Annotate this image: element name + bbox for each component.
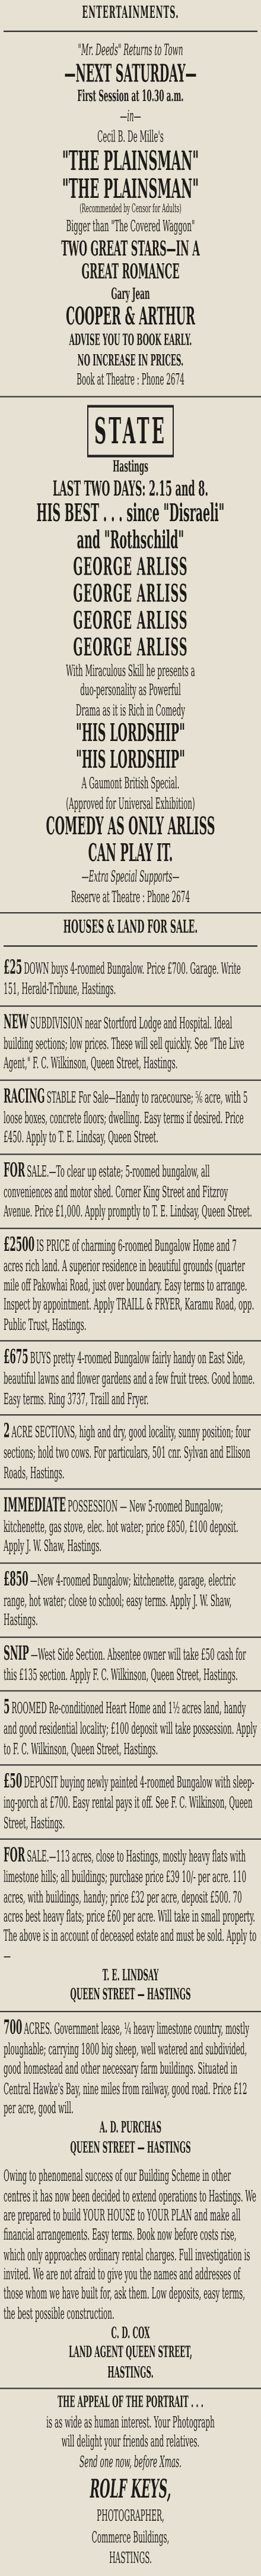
comedy-line-1: COMEDY AS ONLY ARLISS <box>46 812 215 841</box>
ad-text: —West Side Section. Absentee owner will take £50 cash for this £135 section. Apply F. C. Wilkinson, Queen Street, Hastings. <box>4 1645 246 1684</box>
no-increase-line: NO INCREASE IN PRICES. <box>77 351 184 369</box>
lindsay-name: T. E. LINDSAY <box>102 1966 159 1985</box>
ad-text: SUBDIVISION near Stortford Lodge and Hospital. Ideal building sections; low prices. These will sell quickly. See "The Live Agent," F. C. Wilkinson, Queen Street, Hastings. <box>4 1014 244 1073</box>
book-early-line: ADVISE YOU TO BOOK EARLY. <box>69 330 192 349</box>
classified-ads-list <box>0 952 261 2163</box>
gaumont-line: A Gaumont British Special. <box>81 774 180 793</box>
ad-lead: FOR <box>4 1843 26 1867</box>
ad-lead: 5 <box>4 1695 10 1719</box>
classified-ad <box>0 1766 261 1840</box>
ad-lead: £50 <box>4 1770 23 1793</box>
ad-lead: NEW <box>4 1010 28 1033</box>
ad-text: BUYS pretty 4-roomed Bungalow fairly handy on East Side, beautiful lawns and flower gardens and a few fruit trees. Good home. Easy terms. Ring 3737, Traill and Fryer. <box>4 1349 255 1408</box>
cox-building-ad <box>0 2163 261 2389</box>
approved-line: (Approved for Universal Exhibition) <box>66 794 195 812</box>
arliss-line-4: GEORGE ARLISS <box>73 633 188 661</box>
classified-ad <box>0 1080 261 1154</box>
ad-text: ACRE SECTIONS, high and dry, good locality, sunny position; four sections; hold two cows. For particulars, 501 cnr. Sylvan and Ellison Roads, Hastings. <box>4 1423 251 1482</box>
book-theatre-line: Book at Theatre : Phone 2674 <box>77 370 184 389</box>
cox-name: C. D. COX <box>111 2323 150 2342</box>
rothschild-line: and "Rothschild" <box>77 526 184 555</box>
heading-rule <box>4 31 257 32</box>
with-line-3: Drama as it is Rich in Comedy <box>75 701 186 719</box>
reserve-line: Reserve at Theatre : Phone 2674 <box>71 887 190 906</box>
plainsman-ad <box>0 37 261 397</box>
in-line: —in— <box>120 107 141 125</box>
houses-rule <box>4 945 257 947</box>
classified-ad <box>0 1007 261 1080</box>
ad-text: STABLE For Sale—Handy to racecourse; ⅚ acre, with 5 loose boxes, concrete floors; dwelling. Easy terms if desired. Price £450. Apply to T. E. Lindsay, Queen Street. <box>4 1088 248 1147</box>
ad-text: SALE.—113 acres, close to Hastings, mostly heavy flats with limestone hills; all buildings; purchase price £39 10/- per acre. 110 acres, with buildings, handy; price £32 per acre, deposit £500. 70 acres best heavy flats; price £60 per acre. Will take in small property. The above is in account of deceased estate and must be sold. Apply to— <box>4 1847 257 1965</box>
arliss-line-1: GEORGE ARLISS <box>73 553 188 582</box>
ad-lead: RACING <box>4 1084 45 1108</box>
rolf-keys-signature: ROLF KEYS, <box>90 2474 171 2505</box>
lindsay-street: QUEEN STREET — HASTINGS <box>70 1985 191 2004</box>
classified-ad <box>0 1638 261 1692</box>
studio-line-2: Commerce Buildings, <box>91 2528 170 2546</box>
cox-address-1: LAND AGENT QUEEN STREET, <box>68 2343 193 2361</box>
cox-address-2: HASTINGS. <box>107 2363 154 2381</box>
comedy-line-2: CAN PLAY IT. <box>88 839 173 868</box>
mr-deeds-line: "Mr. Deeds" Returns to Town <box>78 40 183 59</box>
classified-ad <box>0 1228 261 1342</box>
ad-lead: FOR <box>4 1158 26 1181</box>
ad-text: ROOMED Re-conditioned Heart Home and 1½ acres land, handy and good residential locality; £100 deposit will take possession. Apply to F. C. Wilkinson, Queen Street, Hastings. <box>4 1700 257 1758</box>
first-session-line: First Session at 10.30 a.m. <box>77 87 184 106</box>
ad-lead: 700 <box>4 2016 23 2039</box>
ad-lead: 2 <box>4 1419 10 1443</box>
arliss-line-3: GEORGE ARLISS <box>73 606 188 635</box>
ad-text: SALE.—To clear up estate; 5-roomed bungalow, all conveniences and motor shed. Corner King Street and Fitzroy Avenue. Price £1,000. Apply promptly to T. E. Lindsay, Queen Street. <box>4 1162 252 1221</box>
studio-line-1: PHOTOGRAPHER, <box>97 2507 164 2525</box>
classified-ad <box>0 1490 261 1563</box>
entertainments-heading: ENTERTAINMENTS. <box>82 4 179 23</box>
covered-waggon-line: Bigger than "The Covered Waggon" <box>66 217 195 235</box>
lordship-line-1: "HIS LORDSHIP" <box>76 720 185 748</box>
state-theatre-logo: STATE <box>87 405 174 458</box>
with-line-2: duo-personality as Powerful <box>80 681 181 699</box>
supports-line: —Extra Special Supports— <box>81 867 180 886</box>
ad-text: IS PRICE of charming 6-roomed Bungalow Home and 7 acres rich land. A superior residence in beautiful grounds (quarter mile off Pakowhai Road, just over boundary. Easy terms to arrange. Inspect by appointment. Apply TRAILL & FRYER, Karamu Road, opp. Public Trust, Hastings. <box>4 1236 254 1334</box>
his-best-line: HIS BEST . . . since "Disraeli" <box>36 500 225 528</box>
ad-text: DOWN buys 4-roomed Bungalow. Price £700. Garage. Write 151, Herald-Tribune, Hastings. <box>4 960 241 999</box>
portrait-ad <box>0 2389 261 2573</box>
classified-ad <box>0 1840 261 2012</box>
arliss-ad <box>0 397 261 914</box>
ad-lead: £25 <box>4 956 23 979</box>
classified-ad <box>0 1342 261 1415</box>
state-place: Hastings <box>113 458 148 476</box>
studio-line-3: HASTINGS. <box>109 2548 152 2566</box>
with-line-1: With Miraculous Skill he presents a <box>66 661 195 679</box>
classified-ad <box>0 1415 261 1489</box>
classified-ad <box>0 1692 261 1765</box>
ad-lead: £850 <box>4 1567 28 1591</box>
classified-ad <box>0 2012 261 2163</box>
purchas-name: A. D. PURCHAS <box>99 2118 162 2137</box>
ad-lead: £675 <box>4 1345 28 1369</box>
classified-ad <box>0 1563 261 1637</box>
great-romance-line: GREAT ROMANCE <box>81 259 180 284</box>
ad-text: —New 4-roomed Bungalow; kitchenette, garage, electric range, hot water; close to school; easy terms. Apply J. W. Shaw, Hastings. <box>4 1571 236 1630</box>
portrait-line-1: is as wide as human interest. Your Photograph <box>46 2413 215 2431</box>
send-now-line: Send one now, before Xmas. <box>79 2452 182 2471</box>
two-stars-line: TWO GREAT STARS—IN A <box>61 236 200 261</box>
next-saturday-line: —NEXT SATURDAY— <box>64 59 197 88</box>
ad-lead: IMMEDIATE <box>4 1493 66 1516</box>
houses-heading: HOUSES & LAND FOR SALE. <box>63 917 198 938</box>
censor-line: (Recommended by Censor for Adults) <box>79 203 182 217</box>
arliss-line-2: GEORGE ARLISS <box>73 579 188 608</box>
plainsman-title-2: "THE PLAINSMAN" <box>62 172 199 205</box>
ad-lead: £2500 <box>4 1232 35 1256</box>
lordship-line-2: "HIS LORDSHIP" <box>76 746 185 775</box>
de-mille-line: Cecil B. De Mille's <box>97 127 164 146</box>
classified-ad <box>0 952 261 1006</box>
ad-text: POSSESSION — New 5-roomed Bungalow; kitchenette, gas stove, elec. hot water; price £850, £100 deposit. Apply J. W. Shaw, Hastings. <box>4 1497 238 1556</box>
portrait-heading: THE APPEAL OF THE PORTRAIT . . . <box>58 2393 203 2411</box>
cox-text: Owing to phenomenal success of our Building Scheme in other centres it has now been decided to extend operations to Hastings. We are prepared to build YOUR HOUSE to YOUR PLAN and make all financial arrangements. Easy terms. Book now before costs rise, which only approaches ordinary rental charges. Full investigation is invited. We are not afraid to give you the names and addresses of those whom we have built for, ask them. Low deposits, easy terms, the best possible construction. <box>4 2167 256 2322</box>
classified-ad <box>0 1155 261 1228</box>
star-firstnames: Gary Jean <box>111 284 150 302</box>
portrait-line-2: will delight your friends and relatives. <box>61 2433 200 2451</box>
purchas-street: QUEEN STREET — HASTINGS <box>70 2138 191 2156</box>
plainsman-title-1: "THE PLAINSMAN" <box>62 144 199 177</box>
last-two-days-line: LAST TWO DAYS: 2.15 and 8. <box>52 476 209 501</box>
ad-text: DEPOSIT buying newly painted 4-roomed Bungalow with sleep-ing-porch at £700. Easy rental pays it off. See F. C. Wilkinson, Queen Street, Hastings. <box>4 1773 254 1832</box>
ad-lead: SNIP <box>4 1641 29 1664</box>
cooper-arthur-line: COOPER & ARTHUR <box>66 302 195 332</box>
ad-text: ACRES. Government lease, ¼ heavy limestone country, mostly ploughable; carrying 1800 big sheep, well watered and subdivided, good homestead and other necessary farm buildings. Situated in Central Hawke's Bay, nine miles from railway, good road. Price £12 per acre, good will. <box>4 2019 250 2117</box>
